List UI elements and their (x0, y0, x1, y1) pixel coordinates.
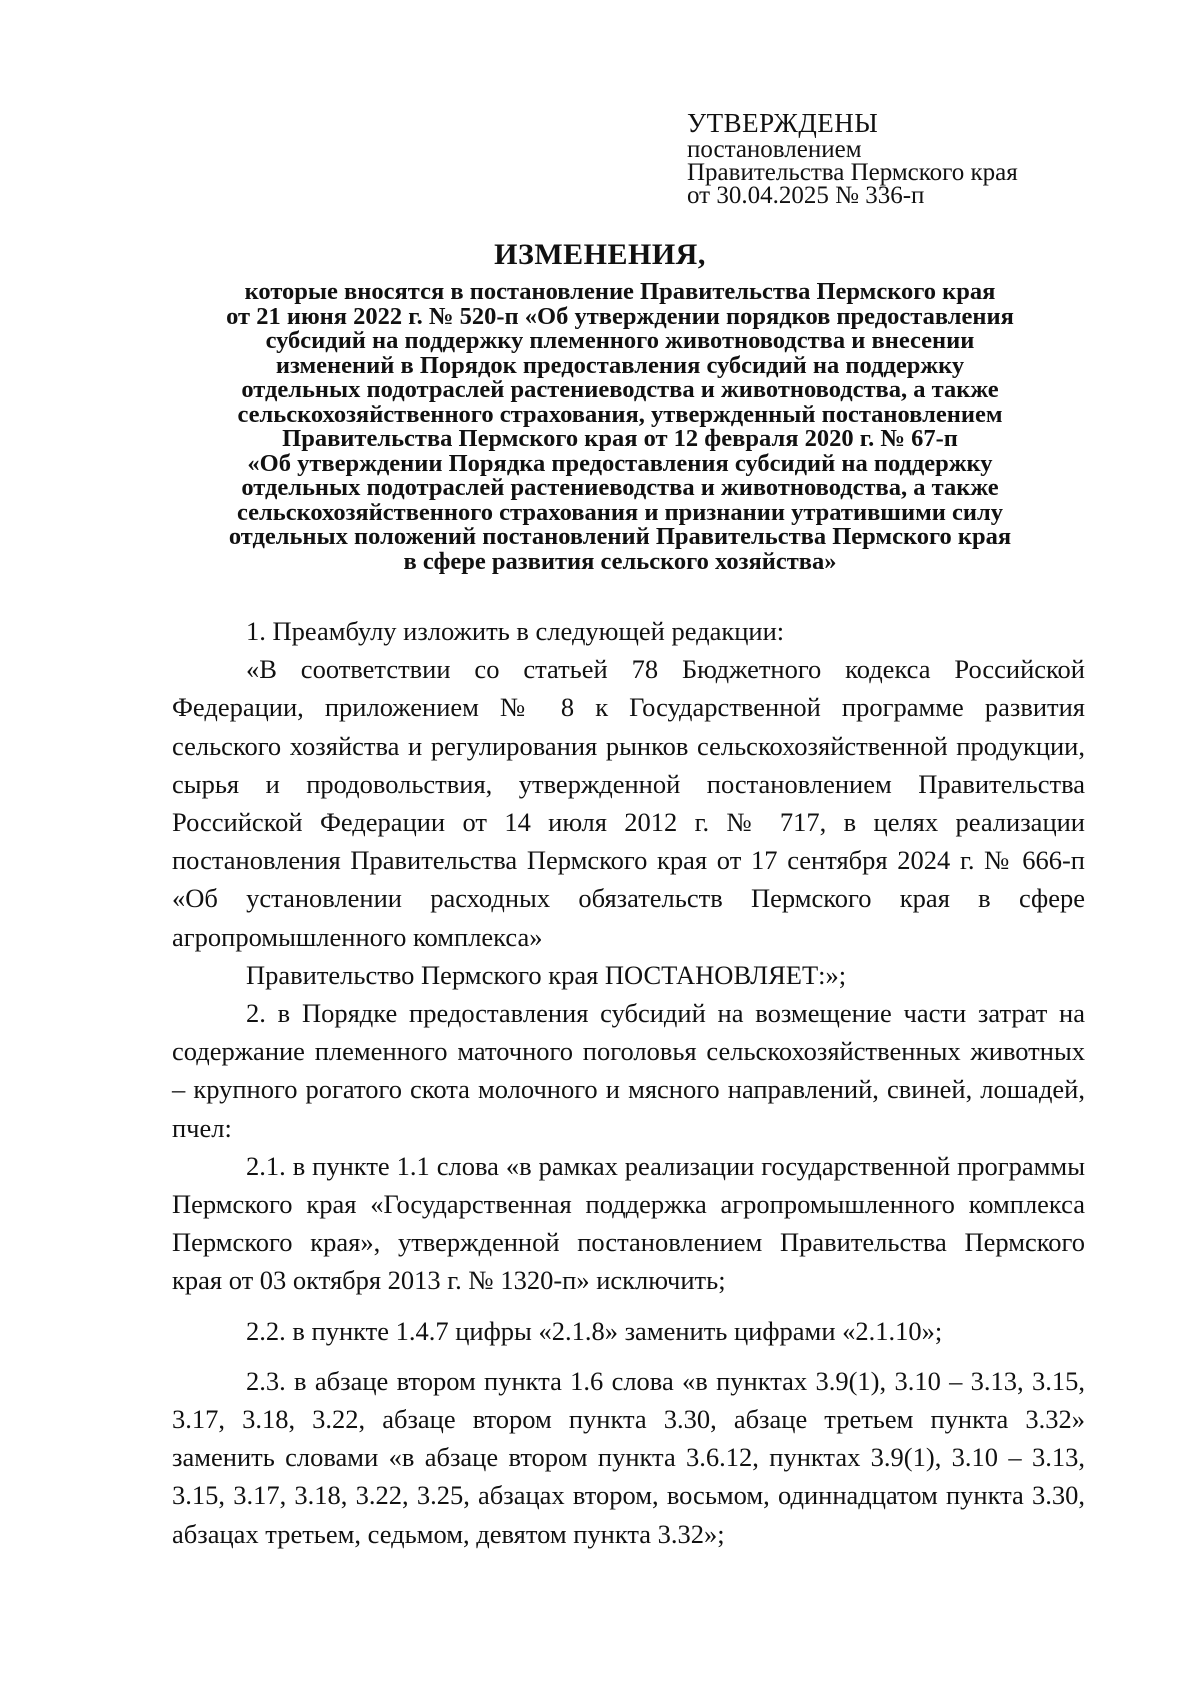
subtitle-line: сельскохозяйственного страхования, утвержденный постановлением (237, 400, 1003, 428)
approval-stamp (687, 108, 1107, 207)
paragraph: Правительство Пермского края ПОСТАНОВЛЯЕТ:»; (246, 959, 847, 990)
paragraph: «В соответствии со статьей 78 Бюджетного кодекса Российской Федерации, приложением № 8 к Государственной программе развития сельского хозяйства и регулирования рынков сельскохозяйственной продукции, сырья и продовольствия, утвержденной постановлением Правительства Российской Федерации от 14 июля 2012 г. № 717, в целях реализации постановления Правительства Пермского края от 17 сентября 2024 г. № 666-п «Об установлении расходных обязательств Пермского края в сфере агропромышленного комплекса» (172, 654, 1085, 952)
subtitle-line: «Об утверждении Порядка предоставления субсидий на поддержку (247, 449, 993, 477)
subtitle-line: от 21 июня 2022 г. № 520-п «Об утверждении порядков предоставления (226, 302, 1014, 330)
approval-line: Правительства Пермского края (687, 159, 1018, 186)
paragraph: 2. в Порядке предоставления субсидий на возмещение части затрат на содержание племенного маточного поголовья сельскохозяйственных животных – крупного рогатого скота молочного и мясного направлений, свиней, лошадей, пчел: (172, 998, 1085, 1143)
subtitle-line: Правительства Пермского края от 12 февраля 2020 г. № 67-п (282, 425, 958, 452)
subtitle-line: отдельных подотраслей растениеводства и животноводства, а также (241, 474, 999, 501)
subtitle-line: отдельных подотраслей растениеводства и животноводства, а также (241, 376, 999, 403)
document-subtitle (150, 280, 1090, 574)
subtitle-line: которые вносятся в постановление Правительства Пермского края (244, 278, 996, 305)
subtitle-line: отдельных положений постановлений Правительства Пермского края (228, 523, 1012, 550)
paragraph: 1. Преамбулу изложить в следующей редакции: (246, 616, 785, 646)
subtitle-line: изменений в Порядок предоставления субсидий на поддержку (275, 351, 965, 379)
document-title: ИЗМЕНЕНИЯ, (494, 238, 706, 271)
document-body (172, 612, 1085, 1553)
approval-title: УТВЕРЖДЕНЫ (687, 108, 879, 138)
paragraph: 2.3. в абзаце втором пункта 1.6 слова «в пунктах 3.9(1), 3.10 – 3.13, 3.15, 3.17, 3.18, 3.22, абзаце втором пункта 3.30, абзаце третьем пункта 3.32» заменить словами «в абзаце втором пункта 3.6.12, пунктах 3.9(1), 3.10 – 3.13, 3.15, 3.17, 3.18, 3.22, 3.25, абзацах втором, восьмом, одиннадцатом пункта 3.30, абзацах третьем, седьмом, девятом пункта 3.32»; (172, 1365, 1085, 1549)
approval-line: от 30.04.2025 № 336-п (687, 182, 925, 209)
paragraph: 2.2. в пункте 1.4.7 цифры «2.1.8» заменить цифрами «2.1.10»; (246, 1315, 943, 1346)
subtitle-line: в сфере развития сельского хозяйства» (403, 547, 837, 575)
subtitle-line: субсидий на поддержку племенного животноводства и внесении (265, 327, 975, 354)
paragraph: 2.1. в пункте 1.1 слова «в рамках реализации государственной программы Пермского края «Государственная поддержка агропромышленного комплекса Пермского края», утвержденной постановлением Правительства Пермского края от 03 октября 2013 г. № 1320-п» исключить; (172, 1150, 1085, 1296)
approval-line: постановлением (687, 136, 862, 163)
subtitle-line: сельскохозяйственного страхования и признании утратившими силу (236, 498, 1004, 526)
